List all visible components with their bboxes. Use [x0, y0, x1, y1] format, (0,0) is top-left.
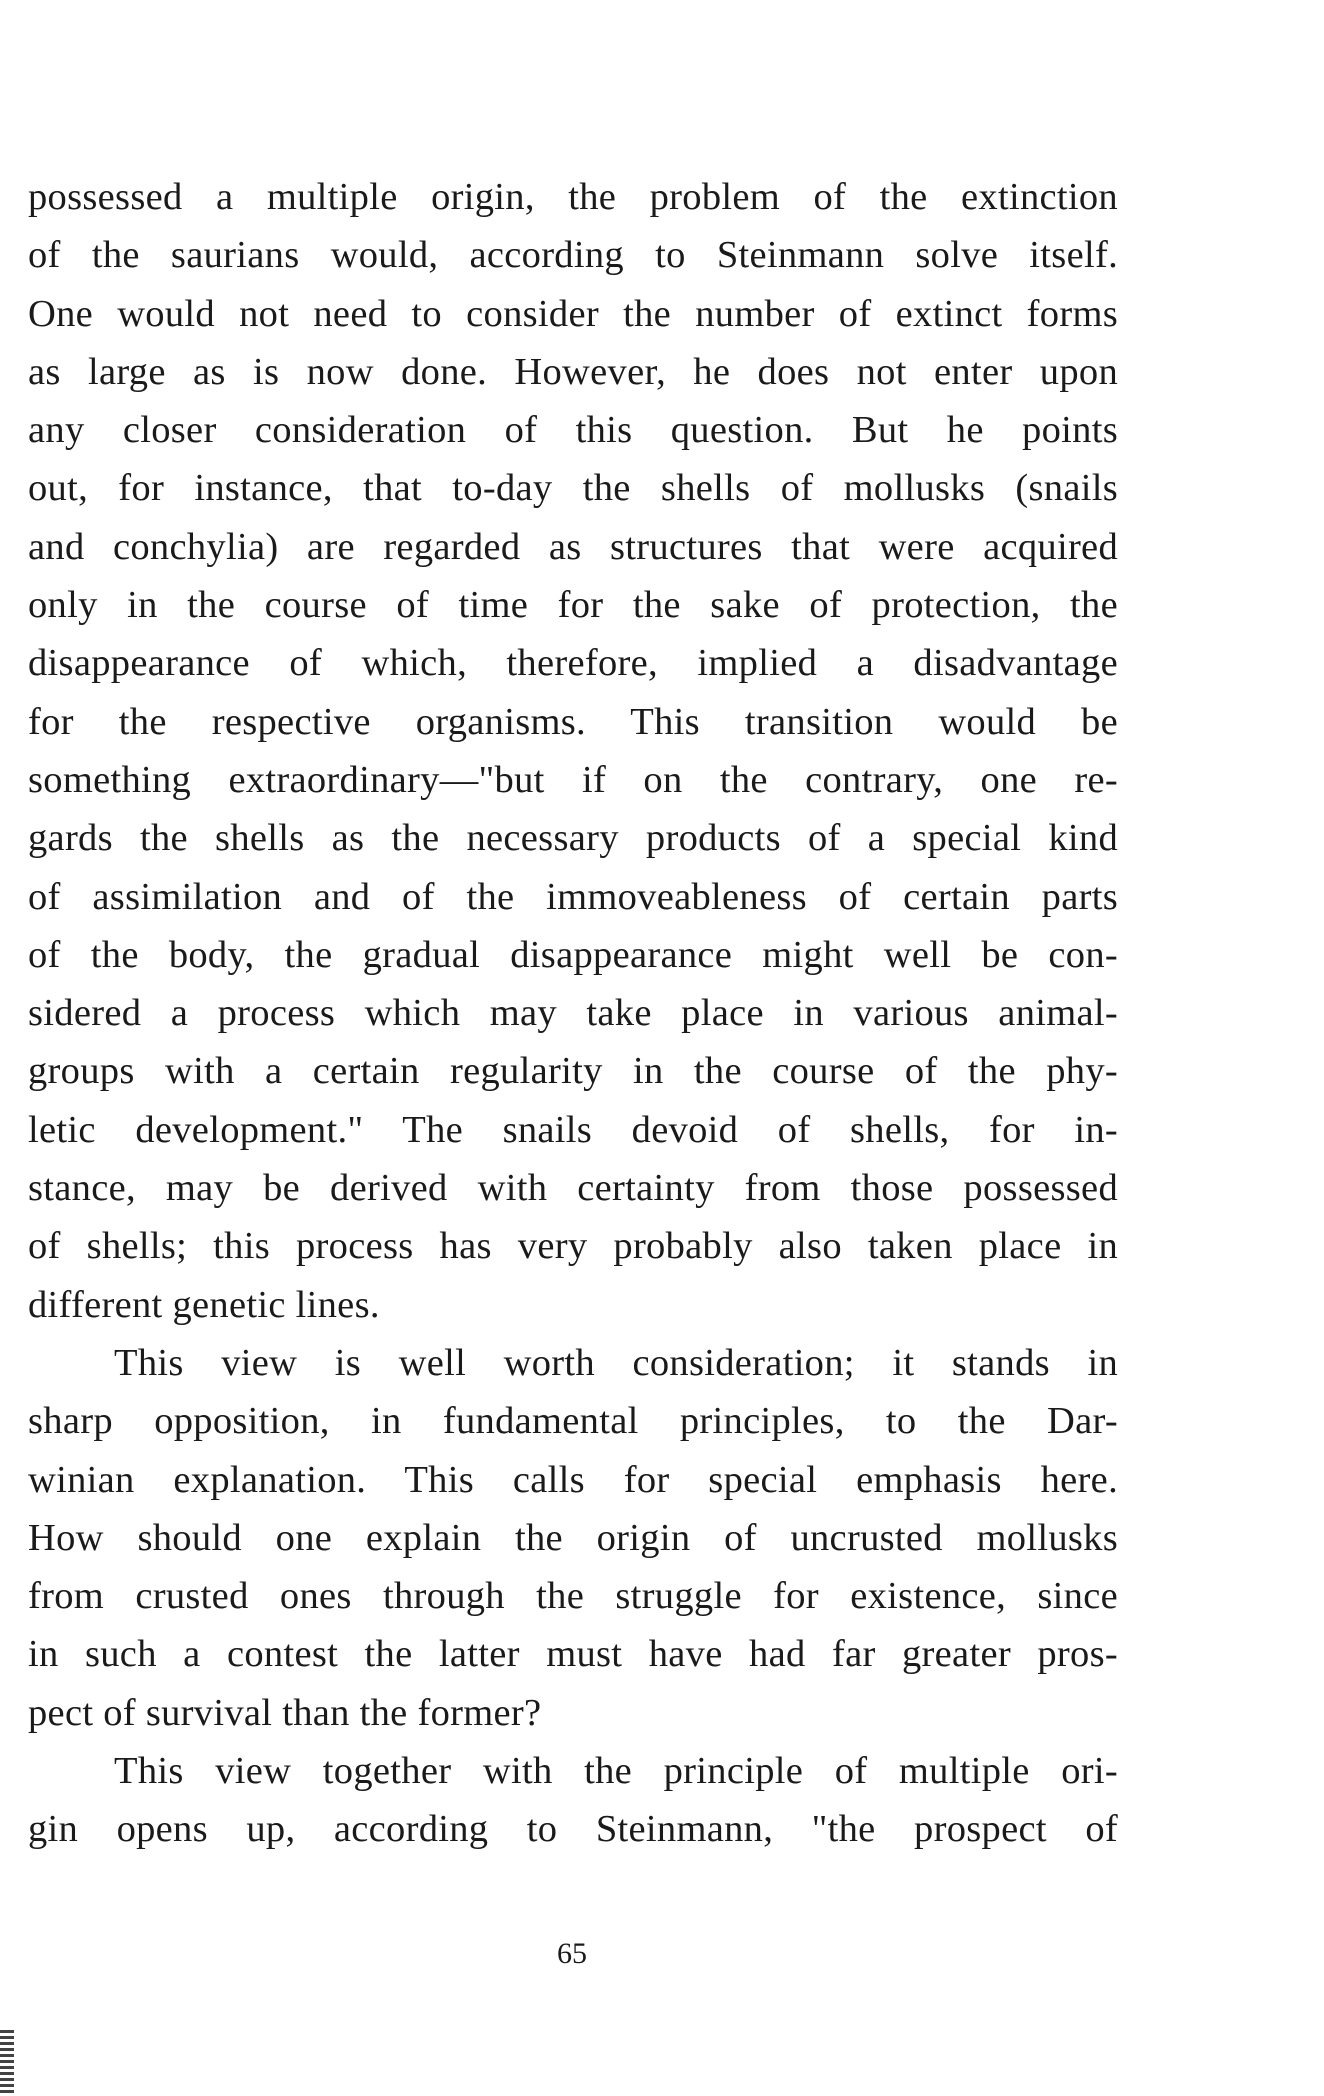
text-line: disappearance of which, therefore, implied a disadvantage	[28, 642, 1118, 685]
text-line: pect of survival than the former?	[28, 1691, 542, 1734]
text-line: gin opens up, according to Steinmann, "the prospect of	[28, 1808, 1118, 1851]
text-line: This view together with the principle of multiple ori-	[114, 1750, 1118, 1793]
text-line: gards the shells as the necessary products of a special kind	[28, 817, 1118, 860]
text-line: of shells; this process has very probably also taken place in	[28, 1225, 1118, 1268]
page-number: 65	[557, 1937, 587, 1970]
body-text	[28, 168, 1118, 1859]
text-line: stance, may be derived with certainty from those possessed	[28, 1167, 1118, 1210]
text-line: possessed a multiple origin, the problem of the extinction	[28, 176, 1118, 218]
text-line: This view is well worth consideration; it stands in	[114, 1341, 1118, 1384]
text-line: of the saurians would, according to Steinmann solve itself.	[28, 234, 1118, 277]
text-line: letic development." The snails devoid of shells, for in-	[28, 1108, 1118, 1151]
text-line: sharp opposition, in fundamental principles, to the Dar-	[28, 1400, 1118, 1443]
text-line: for the respective organisms. This transition would be	[28, 700, 1118, 743]
text-line: something extraordinary—"but if on the contrary, one re-	[28, 758, 1118, 801]
scan-artifact	[0, 2030, 14, 2096]
text-line: any closer consideration of this question. But he points	[28, 409, 1118, 452]
text-line: of assimilation and of the immoveableness of certain parts	[28, 875, 1118, 918]
text-line: only in the course of time for the sake of protection, the	[28, 584, 1118, 627]
text-line: different genetic lines.	[28, 1283, 380, 1326]
text-line: and conchylia) are regarded as structures that were acquired	[28, 525, 1118, 568]
text-line: in such a contest the latter must have had far greater pros-	[28, 1633, 1118, 1676]
text-line: of the body, the gradual disappearance might well be con-	[28, 933, 1118, 976]
text-line: How should one explain the origin of uncrusted mollusks	[28, 1516, 1118, 1559]
text-line: One would not need to consider the number of extinct forms	[28, 292, 1118, 335]
text-line: out, for instance, that to-day the shells of mollusks (snails	[28, 467, 1118, 510]
text-line: groups with a certain regularity in the course of the phy-	[28, 1050, 1118, 1093]
text-line: winian explanation. This calls for special emphasis here.	[28, 1458, 1118, 1501]
text-line: as large as is now done. However, he does not enter upon	[28, 350, 1118, 393]
text-line: from crusted ones through the struggle for existence, since	[28, 1575, 1118, 1618]
text-line: sidered a process which may take place in various animal-	[28, 992, 1118, 1035]
